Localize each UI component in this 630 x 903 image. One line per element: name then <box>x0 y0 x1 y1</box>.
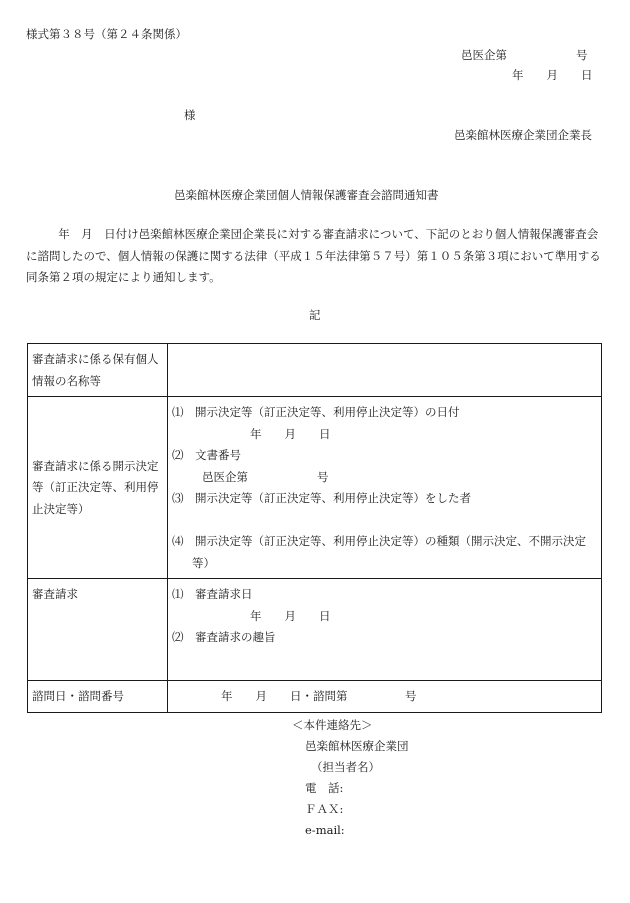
row-value-info-name <box>168 344 602 397</box>
decision-type-item: ⑷ 開示決定等（訂正決定等、利用停止決定等）の種類（開示決定、不開示決定等） <box>172 534 586 570</box>
table-row <box>28 579 602 681</box>
document-number-item: ⑵ 文書番号 <box>172 448 241 462</box>
row-label-info-name: 審査請求に係る保有個人情報の名称等 <box>28 344 168 397</box>
row-value-request <box>168 579 602 681</box>
form-number: 様式第３８号（第２４条関係） <box>26 27 187 41</box>
body-paragraph: 年 月 日付け邑楽館林医療企業団企業長に対する審査請求について、下記のとおり個人情報保護審査会に諮問したので、個人情報の保護に関する法律（平成１５年法律第５７号）第１０５条第３項において準用する同条第２項の規定により通知します。 <box>26 227 601 284</box>
document-number-value: 邑医企第 号 <box>202 469 329 484</box>
sender-name: 邑楽館林医療企業団企業長 <box>454 128 592 142</box>
row-label-request: 審査請求 <box>28 579 168 681</box>
document-title: 邑楽館林医療企業団個人情報保護審査会諮問通知書 <box>174 188 439 202</box>
ki-heading: 記 <box>309 308 321 322</box>
decision-date-item: ⑴ 開示決定等（訂正決定等、利用停止決定等）の日付 <box>172 405 460 419</box>
request-date-item: ⑴ 審査請求日 <box>172 587 253 601</box>
decision-maker-item: ⑶ 開示決定等（訂正決定等、利用停止決定等）をした者 <box>172 491 471 505</box>
contact-person: （担当者名） <box>311 760 380 774</box>
request-date-value: 年 月 日 <box>250 608 331 623</box>
row-value-inquiry: 年 月 日・諮問第 号 <box>168 681 602 713</box>
decision-date-value: 年 月 日 <box>250 426 331 441</box>
table-row <box>28 397 602 579</box>
row-value-decision <box>168 397 602 579</box>
request-purpose-item: ⑵ 審査請求の趣旨 <box>172 630 276 644</box>
contact-fax: ＦＡＸ: <box>305 802 344 816</box>
contact-phone: 電 話: <box>305 781 344 795</box>
row-label-inquiry: 諮問日・諮問番号 <box>28 681 168 713</box>
notice-table <box>27 343 602 713</box>
table-row <box>28 681 602 713</box>
row-label-decision: 審査請求に係る開示決定等（訂正決定等、利用停止決定等） <box>28 397 168 579</box>
contact-org: 邑楽館林医療企業団 <box>305 739 409 753</box>
contact-email: e-mail: <box>305 823 345 837</box>
addressee-honorific: 様 <box>184 108 196 122</box>
issue-date: 年 月 日 <box>512 68 593 82</box>
contact-heading: ＜本件連絡先＞ <box>292 718 373 732</box>
spacer <box>172 510 597 532</box>
table-row <box>28 344 602 397</box>
document-number: 邑医企第 号 <box>461 48 588 62</box>
